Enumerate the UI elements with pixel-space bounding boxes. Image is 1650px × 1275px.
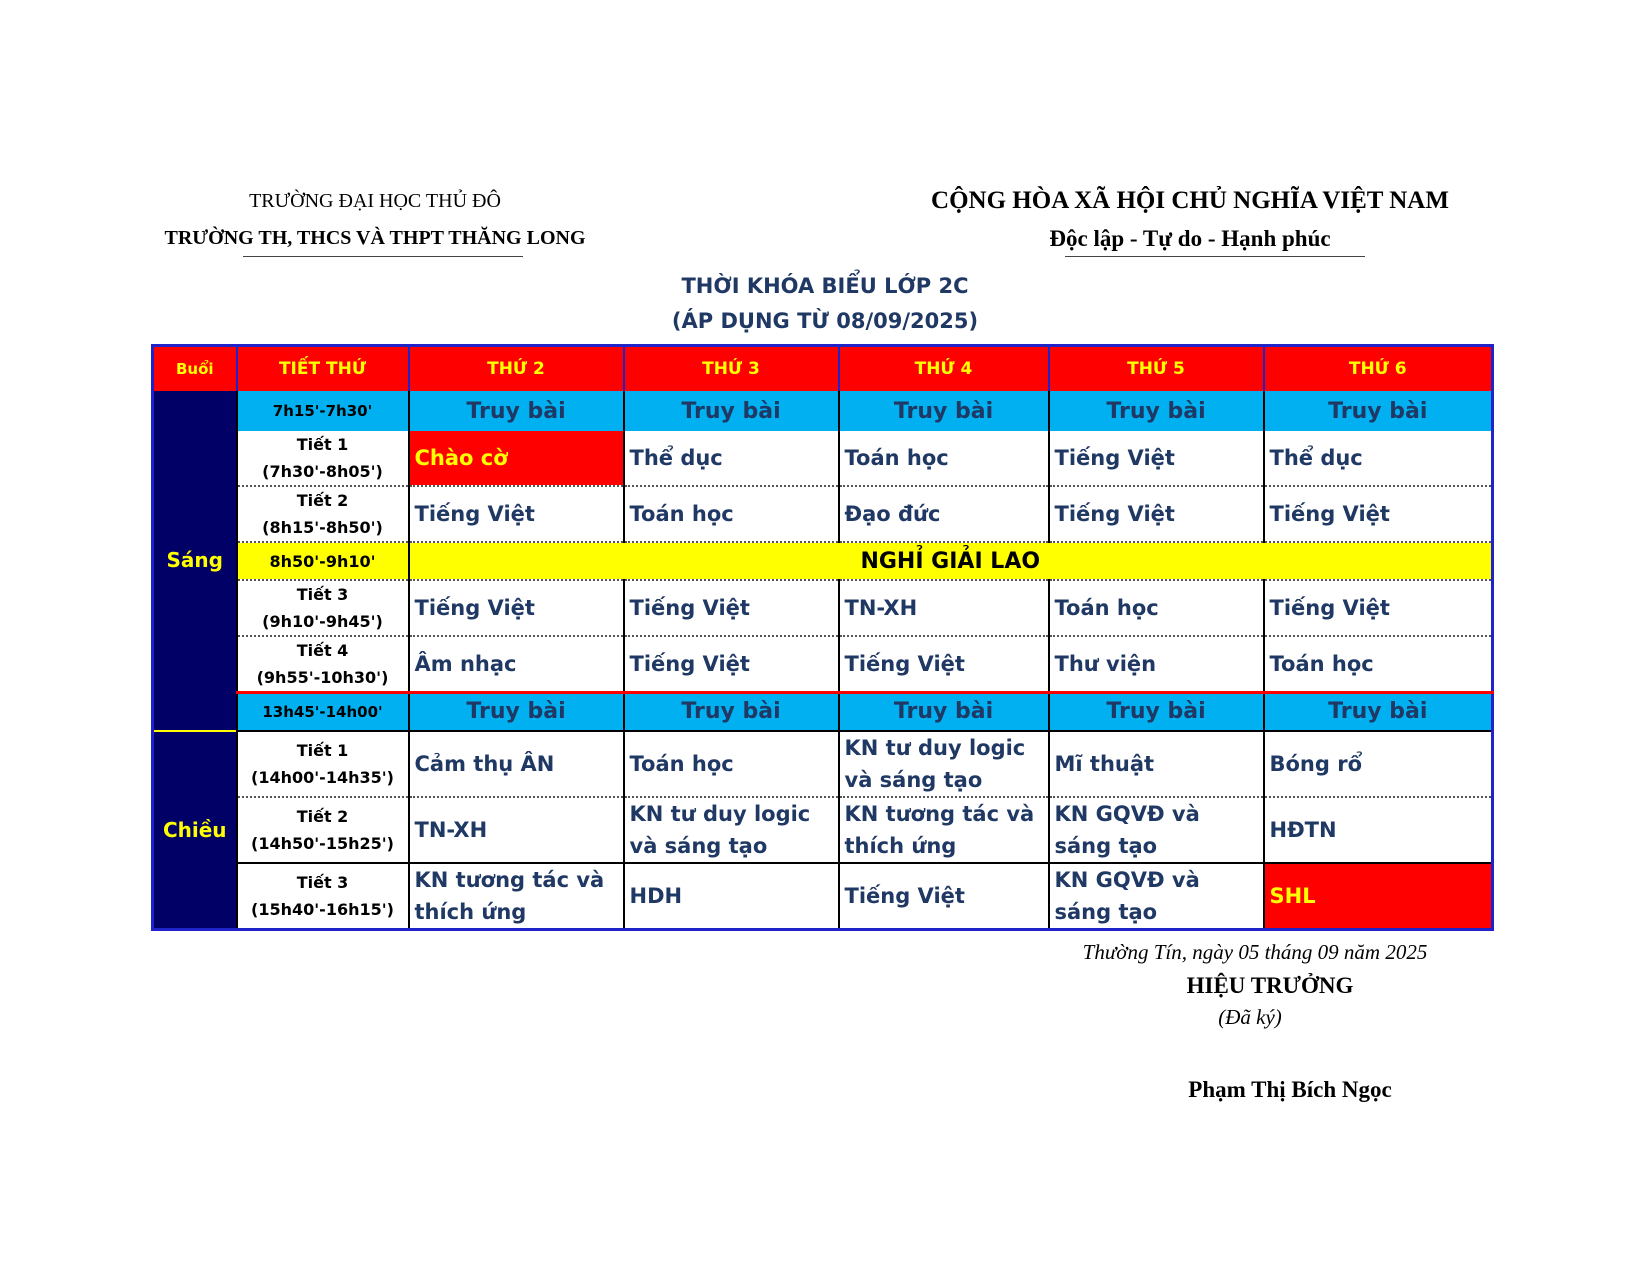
period-time: 7h15'-7h30' (237, 391, 409, 431)
timetable-cell: Tiếng Việt (1264, 486, 1493, 542)
signed-note: (Đã ký) (1218, 1005, 1282, 1029)
timetable-cell: KN tương tác và thích ứng (409, 863, 624, 930)
timetable-cell: Tiếng Việt (839, 863, 1049, 930)
timetable-subtitle: (ÁP DỤNG TỪ 08/09/2025) (671, 309, 979, 333)
timetable-cell: Thể dục (1264, 431, 1493, 486)
timetable-cell: Âm nhạc (409, 636, 624, 693)
timetable-cell: Truy bài (1049, 693, 1264, 731)
timetable-cell: Truy bài (624, 391, 839, 431)
timetable-cell: Truy bài (409, 693, 624, 731)
motto: Độc lập - Tự do - Hạnh phúc (1049, 226, 1331, 251)
period-label: Tiết 2 (8h15'-8h50') (237, 486, 409, 542)
period-time: 13h45'-14h00' (237, 693, 409, 731)
timetable-cell: KN tương tác và thích ứng (839, 797, 1049, 863)
session-afternoon: Chiều (153, 731, 237, 930)
signer-name: Phạm Thị Bích Ngọc (1188, 1077, 1392, 1102)
timetable-cell: Toán học (624, 731, 839, 797)
country-name: CỘNG HÒA XÃ HỘI CHỦ NGHĨA VIỆT NAM (931, 187, 1449, 214)
timetable-cell: TN-XH (409, 797, 624, 863)
timetable-cell: Tiếng Việt (624, 636, 839, 693)
timetable-cell: KN tư duy logic và sáng tạo (624, 797, 839, 863)
period-label: Tiết 1 (14h00'-14h35') (237, 731, 409, 797)
timetable-cell: Toán học (1049, 580, 1264, 636)
col-header-session: Buổi (153, 346, 237, 392)
break-row (153, 542, 1493, 580)
afternoon-period-row (153, 863, 1493, 930)
period-label: Tiết 2 (14h50'-15h25') (237, 797, 409, 863)
school-parent-name: TRƯỜNG ĐẠI HỌC THỦ ĐÔ (249, 190, 501, 212)
timetable-cell: Truy bài (1264, 391, 1493, 431)
timetable-cell: KN GQVĐ và sáng tạo (1049, 863, 1264, 930)
col-header-thu3: THỨ 3 (624, 346, 839, 392)
period-label: Tiết 1 (7h30'-8h05') (237, 431, 409, 486)
timetable-cell: HDH (624, 863, 839, 930)
break-label: NGHỈ GIẢI LAO (409, 542, 1493, 580)
timetable-cell: Tiếng Việt (1264, 580, 1493, 636)
timetable-cell: KN GQVĐ và sáng tạo (1049, 797, 1264, 863)
period-label: Tiết 3 (15h40'-16h15') (237, 863, 409, 930)
timetable-cell: Cảm thụ ÂN (409, 731, 624, 797)
timetable-cell: Tiếng Việt (409, 486, 624, 542)
timetable-cell: Bóng rổ (1264, 731, 1493, 797)
afternoon-period-row (153, 797, 1493, 863)
header-row (153, 346, 1493, 392)
timetable-cell: HĐTN (1264, 797, 1493, 863)
morning-period-row (153, 486, 1493, 542)
timetable-cell: TN-XH (839, 580, 1049, 636)
morning-truy-bai-row (153, 391, 1493, 431)
motto-underline (1065, 256, 1365, 257)
morning-period-row (153, 636, 1493, 693)
timetable-title: THỜI KHÓA BIỂU LỚP 2C (681, 274, 969, 298)
timetable-cell: Toán học (839, 431, 1049, 486)
timetable-cell: Mĩ thuật (1049, 731, 1264, 797)
timetable-cell: Toán học (624, 486, 839, 542)
period-label: Tiết 4 (9h55'-10h30') (237, 636, 409, 693)
col-header-period: TIẾT THỨ (237, 346, 409, 392)
morning-period-row (153, 431, 1493, 486)
afternoon-truy-bai-row (153, 693, 1493, 731)
timetable-cell: Truy bài (839, 693, 1049, 731)
timetable-cell: Truy bài (1264, 693, 1493, 731)
timetable-cell: Truy bài (624, 693, 839, 731)
timetable-cell: KN tư duy logic và sáng tạo (839, 731, 1049, 797)
timetable-cell: Tiếng Việt (1049, 486, 1264, 542)
morning-period-row (153, 580, 1493, 636)
session-morning: Sáng (153, 391, 237, 731)
timetable-cell: Truy bài (409, 391, 624, 431)
signer-role: HIỆU TRƯỞNG (1186, 973, 1354, 998)
timetable-cell: Tiếng Việt (839, 636, 1049, 693)
timetable-cell: Truy bài (1049, 391, 1264, 431)
period-label: Tiết 3 (9h10'-9h45') (237, 580, 409, 636)
school-name-underline (243, 256, 523, 257)
timetable-cell: Thể dục (624, 431, 839, 486)
place-date: Thường Tín, ngày 05 tháng 09 năm 2025 (1082, 940, 1428, 964)
timetable-cell: Tiếng Việt (1049, 431, 1264, 486)
afternoon-period-row (153, 731, 1493, 797)
school-name: TRƯỜNG TH, THCS VÀ THPT THĂNG LONG (164, 227, 586, 249)
col-header-thu2: THỨ 2 (409, 346, 624, 392)
col-header-thu6: THỨ 6 (1264, 346, 1493, 392)
timetable-cell: SHL (1264, 863, 1493, 930)
timetable-cell: Đạo đức (839, 486, 1049, 542)
break-time: 8h50'-9h10' (237, 542, 409, 580)
timetable-cell: Chào cờ (409, 431, 624, 486)
timetable-cell: Tiếng Việt (624, 580, 839, 636)
timetable (151, 344, 1494, 931)
timetable-cell: Toán học (1264, 636, 1493, 693)
col-header-thu5: THỨ 5 (1049, 346, 1264, 392)
timetable-cell: Tiếng Việt (409, 580, 624, 636)
timetable-cell: Thư viện (1049, 636, 1264, 693)
col-header-thu4: THỨ 4 (839, 346, 1049, 392)
timetable-cell: Truy bài (839, 391, 1049, 431)
